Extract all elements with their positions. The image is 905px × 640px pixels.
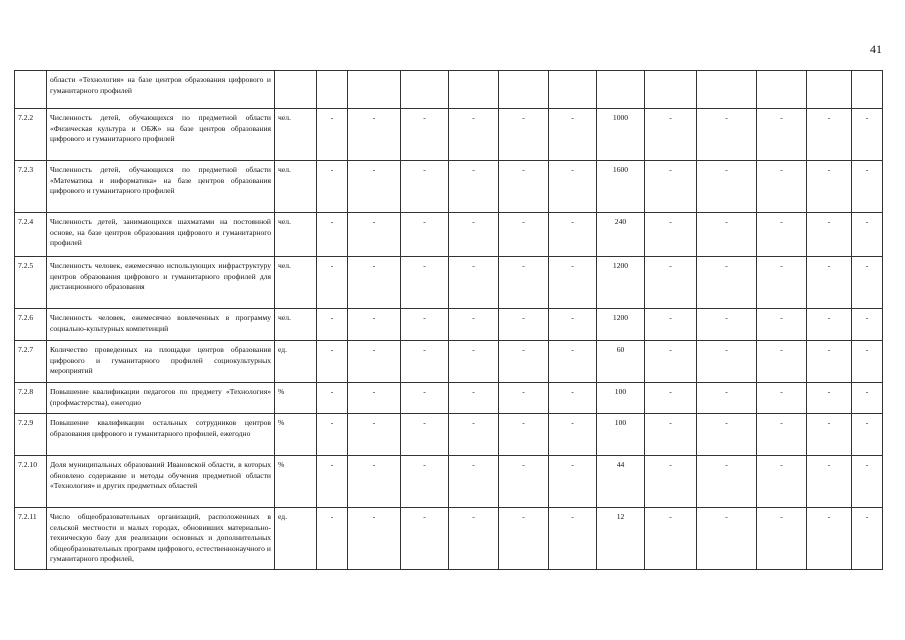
row-value: - bbox=[645, 341, 697, 383]
row-value: - bbox=[852, 341, 883, 383]
row-value: - bbox=[348, 414, 401, 456]
row-value: - bbox=[348, 109, 401, 161]
table-row bbox=[15, 109, 883, 161]
row-value: - bbox=[499, 341, 549, 383]
row-value: - bbox=[807, 109, 852, 161]
row-value: - bbox=[449, 383, 499, 414]
row-value: - bbox=[757, 161, 807, 213]
row-value: - bbox=[757, 213, 807, 257]
row-value: - bbox=[499, 161, 549, 213]
table-row bbox=[15, 71, 883, 109]
row-value bbox=[549, 71, 597, 109]
row-value: - bbox=[348, 161, 401, 213]
row-value: - bbox=[499, 508, 549, 570]
row-value bbox=[757, 71, 807, 109]
row-value bbox=[348, 71, 401, 109]
row-value: - bbox=[645, 257, 697, 309]
row-value: - bbox=[549, 383, 597, 414]
row-value bbox=[597, 71, 645, 109]
row-value: - bbox=[348, 309, 401, 341]
row-value: - bbox=[807, 161, 852, 213]
row-value: - bbox=[852, 456, 883, 508]
row-value: - bbox=[757, 383, 807, 414]
row-code: 7.2.2 bbox=[15, 109, 47, 161]
row-unit: чел. bbox=[275, 109, 317, 161]
row-description: Доля муниципальных образований Ивановской области, в которых обновлено содержание и методы обучения предметной области «Технология» и других предметных областей bbox=[47, 456, 275, 508]
row-value: - bbox=[449, 456, 499, 508]
row-value: - bbox=[499, 257, 549, 309]
row-value: - bbox=[807, 456, 852, 508]
row-value: - bbox=[449, 508, 499, 570]
row-value: - bbox=[449, 213, 499, 257]
row-description: Число общеобразовательных организаций, расположенных в сельской местности и малых городах, обновивших материально-техническую базу для реализации основных и дополнительных общеобразовательных программ цифрового, естественнонаучного и гуманитарного профилей, bbox=[47, 508, 275, 570]
row-value: 240 bbox=[597, 213, 645, 257]
row-value: - bbox=[317, 341, 348, 383]
row-value: - bbox=[645, 508, 697, 570]
row-description: Повышение квалификации педагогов по предмету «Технология» (профмастерства), ежегодно bbox=[47, 383, 275, 414]
row-value: 1600 bbox=[597, 161, 645, 213]
row-value: - bbox=[401, 213, 449, 257]
row-value: - bbox=[401, 309, 449, 341]
row-value: - bbox=[449, 257, 499, 309]
row-code: 7.2.3 bbox=[15, 161, 47, 213]
row-unit: % bbox=[275, 456, 317, 508]
row-value: - bbox=[757, 309, 807, 341]
row-value: - bbox=[348, 341, 401, 383]
row-value: - bbox=[549, 341, 597, 383]
row-value: - bbox=[348, 383, 401, 414]
row-description: Повышение квалификации остальных сотрудников центров образования цифрового и гуманитарного профилей, ежегодно bbox=[47, 414, 275, 456]
row-value: - bbox=[549, 508, 597, 570]
row-code: 7.2.6 bbox=[15, 309, 47, 341]
row-code: 7.2.8 bbox=[15, 383, 47, 414]
table-row bbox=[15, 341, 883, 383]
row-unit: ед. bbox=[275, 508, 317, 570]
row-value: - bbox=[401, 257, 449, 309]
row-code: 7.2.11 bbox=[15, 508, 47, 570]
row-value: - bbox=[348, 257, 401, 309]
row-value bbox=[852, 71, 883, 109]
row-description: Численность человек, ежемесячно использующих инфраструктуру центров образования цифрового и гуманитарного профилей для дистанционного образования bbox=[47, 257, 275, 309]
row-value: 1200 bbox=[597, 309, 645, 341]
row-value: - bbox=[317, 414, 348, 456]
row-value: - bbox=[852, 161, 883, 213]
row-value: 100 bbox=[597, 414, 645, 456]
row-value: - bbox=[401, 341, 449, 383]
row-code: 7.2.7 bbox=[15, 341, 47, 383]
row-value: - bbox=[317, 309, 348, 341]
row-value: - bbox=[697, 309, 757, 341]
table-row bbox=[15, 161, 883, 213]
row-unit: ед. bbox=[275, 341, 317, 383]
row-description: Количество проведенных на площадке центров образования цифрового и гуманитарного профилей социокультурных мероприятий bbox=[47, 341, 275, 383]
row-value bbox=[449, 71, 499, 109]
row-value bbox=[807, 71, 852, 109]
row-value: - bbox=[317, 508, 348, 570]
row-value: - bbox=[757, 508, 807, 570]
row-value: - bbox=[449, 414, 499, 456]
row-value: - bbox=[697, 341, 757, 383]
row-code: 7.2.10 bbox=[15, 456, 47, 508]
row-value: - bbox=[449, 341, 499, 383]
indicators-table bbox=[14, 70, 883, 570]
row-code: 7.2.9 bbox=[15, 414, 47, 456]
row-value: - bbox=[697, 508, 757, 570]
row-value: - bbox=[645, 109, 697, 161]
row-value: - bbox=[697, 383, 757, 414]
row-value: - bbox=[449, 309, 499, 341]
row-value: - bbox=[645, 213, 697, 257]
row-value: - bbox=[645, 309, 697, 341]
row-value: - bbox=[645, 383, 697, 414]
row-value: - bbox=[757, 341, 807, 383]
row-value: - bbox=[317, 456, 348, 508]
row-value: - bbox=[757, 456, 807, 508]
row-value: - bbox=[852, 383, 883, 414]
row-value: - bbox=[852, 213, 883, 257]
row-value: - bbox=[348, 213, 401, 257]
row-value bbox=[499, 71, 549, 109]
row-value: - bbox=[499, 414, 549, 456]
row-value: - bbox=[852, 508, 883, 570]
row-code bbox=[15, 71, 47, 109]
row-value: - bbox=[645, 414, 697, 456]
row-value: - bbox=[317, 109, 348, 161]
row-value: - bbox=[401, 508, 449, 570]
row-unit: % bbox=[275, 414, 317, 456]
row-value: - bbox=[757, 414, 807, 456]
row-description: Численность детей, занимающихся шахматами на постоянной основе, на базе центров образования цифрового и гуманитарного профилей bbox=[47, 213, 275, 257]
row-value: 44 bbox=[597, 456, 645, 508]
row-unit: чел. bbox=[275, 257, 317, 309]
row-value: 100 bbox=[597, 383, 645, 414]
row-unit: чел. bbox=[275, 213, 317, 257]
page-number: 41 bbox=[870, 42, 882, 56]
row-value: - bbox=[697, 456, 757, 508]
row-value: - bbox=[401, 456, 449, 508]
row-value: 1000 bbox=[597, 109, 645, 161]
row-value bbox=[645, 71, 697, 109]
row-value: - bbox=[807, 341, 852, 383]
row-value: - bbox=[852, 257, 883, 309]
row-value: - bbox=[807, 257, 852, 309]
table-row bbox=[15, 414, 883, 456]
row-value: - bbox=[449, 109, 499, 161]
row-value: - bbox=[757, 109, 807, 161]
row-value bbox=[317, 71, 348, 109]
row-value: - bbox=[807, 508, 852, 570]
row-value: - bbox=[348, 456, 401, 508]
row-value: - bbox=[549, 213, 597, 257]
row-value: - bbox=[499, 213, 549, 257]
row-value: - bbox=[697, 161, 757, 213]
row-value: - bbox=[645, 161, 697, 213]
row-value: - bbox=[807, 213, 852, 257]
row-unit: чел. bbox=[275, 161, 317, 213]
table-row bbox=[15, 508, 883, 570]
row-description: Численность человек, ежемесячно вовлеченных в программу социально-культурных компетенций bbox=[47, 309, 275, 341]
table-row bbox=[15, 456, 883, 508]
row-value: - bbox=[757, 257, 807, 309]
row-value: - bbox=[401, 109, 449, 161]
row-value: - bbox=[697, 414, 757, 456]
row-value: - bbox=[499, 456, 549, 508]
row-value: - bbox=[697, 213, 757, 257]
table-row bbox=[15, 213, 883, 257]
row-value: - bbox=[852, 309, 883, 341]
row-value: - bbox=[645, 456, 697, 508]
row-value: - bbox=[549, 309, 597, 341]
row-unit bbox=[275, 71, 317, 109]
row-value: - bbox=[401, 414, 449, 456]
row-value: - bbox=[499, 309, 549, 341]
row-unit: чел. bbox=[275, 309, 317, 341]
row-value: - bbox=[697, 109, 757, 161]
row-unit: % bbox=[275, 383, 317, 414]
row-value: 1200 bbox=[597, 257, 645, 309]
row-value: - bbox=[401, 383, 449, 414]
table-row bbox=[15, 309, 883, 341]
row-value: - bbox=[549, 257, 597, 309]
row-value bbox=[401, 71, 449, 109]
row-value: - bbox=[549, 161, 597, 213]
row-value: - bbox=[401, 161, 449, 213]
row-value: - bbox=[317, 383, 348, 414]
row-value: - bbox=[499, 109, 549, 161]
row-code: 7.2.4 bbox=[15, 213, 47, 257]
row-value: - bbox=[807, 309, 852, 341]
row-description: Численность детей, обучающихся по предметной области «Математика и информатика» на базе центров образования цифрового и гуманитарного профилей bbox=[47, 161, 275, 213]
row-description: области «Технология» на базе центров образования цифрового и гуманитарного профилей bbox=[47, 71, 275, 109]
row-value: - bbox=[449, 161, 499, 213]
row-value: - bbox=[348, 508, 401, 570]
row-value: - bbox=[852, 414, 883, 456]
row-value: - bbox=[697, 257, 757, 309]
row-description: Численность детей, обучающихся по предметной области «Физическая культура и ОБЖ» на базе центров образования цифрового и гуманитарного профилей bbox=[47, 109, 275, 161]
row-value: - bbox=[549, 456, 597, 508]
row-value: - bbox=[317, 161, 348, 213]
row-value: - bbox=[807, 383, 852, 414]
row-value: - bbox=[549, 414, 597, 456]
row-value: - bbox=[317, 257, 348, 309]
table-row bbox=[15, 383, 883, 414]
table-row bbox=[15, 257, 883, 309]
row-value: 12 bbox=[597, 508, 645, 570]
row-value: 60 bbox=[597, 341, 645, 383]
row-code: 7.2.5 bbox=[15, 257, 47, 309]
row-value: - bbox=[852, 109, 883, 161]
row-value: - bbox=[317, 213, 348, 257]
row-value: - bbox=[499, 383, 549, 414]
row-value: - bbox=[807, 414, 852, 456]
row-value: - bbox=[549, 109, 597, 161]
row-value bbox=[697, 71, 757, 109]
